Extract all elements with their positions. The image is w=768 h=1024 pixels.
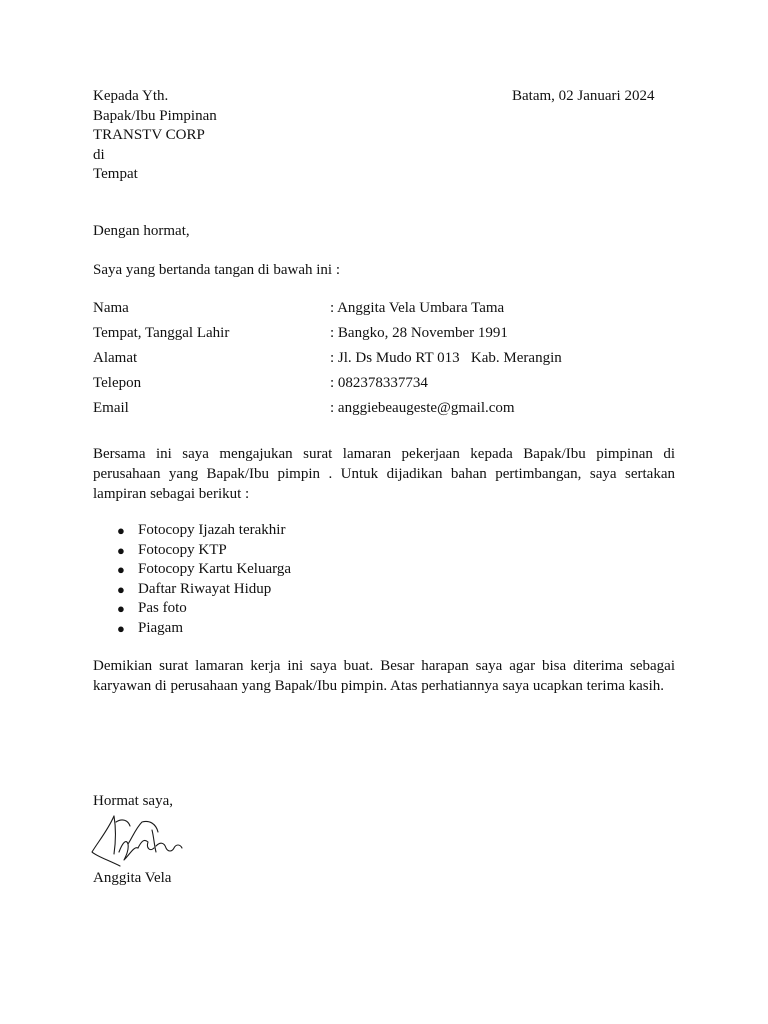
detail-value: : Anggita Vela Umbara Tama	[330, 300, 505, 316]
closing-paragraph: Demikian surat lamaran kerja ini saya buat. Besar harapan saya agar bisa diterima sebagai karyawan di perusahaan yang Bapak/Ibu pimpin. Atas perhatiannya saya ucapkan terima kasih.	[93, 658, 675, 694]
recipient-line: TRANSTV CORP	[93, 127, 205, 143]
recipient-line: di	[93, 146, 105, 163]
detail-label: Nama	[93, 300, 129, 316]
bullet-icon: ●	[117, 542, 125, 558]
attachment-label: Fotocopy KTP	[138, 541, 227, 558]
detail-label: Email	[93, 400, 129, 416]
detail-row-nama	[93, 298, 653, 323]
detail-value: : Jl. Ds Mudo RT 013 Kab. Merangin	[330, 350, 562, 366]
detail-label: Tempat, Tanggal Lahir	[93, 325, 230, 341]
attachment-label: Fotocopy Kartu Keluarga	[138, 561, 292, 578]
attachment-label: Piagam	[138, 619, 183, 636]
signer-name: Anggita Vela	[93, 870, 172, 886]
bullet-icon: ●	[117, 620, 125, 636]
body-paragraph: Bersama ini saya mengajukan surat lamaran pekerjaan kepada Bapak/Ibu pimpinan di perusahaan yang Bapak/Ibu pimpin . Untuk dijadikan bahan pertimbangan, saya sertakan lampiran sebagai berikut :	[93, 446, 675, 502]
recipient-line: Bapak/Ibu Pimpinan	[93, 107, 217, 124]
attachment-label: Fotocopy Ijazah terakhir	[138, 522, 286, 538]
detail-row-email	[93, 398, 653, 423]
signature-image	[86, 808, 186, 870]
detail-row-alamat	[93, 348, 653, 373]
recipient-line: Kepada Yth.	[93, 88, 169, 104]
detail-value: : Bangko, 28 November 1991	[330, 325, 508, 341]
attachment-label: Daftar Riwayat Hidup	[138, 580, 272, 597]
bullet-icon: ●	[117, 601, 125, 617]
place-date: Batam, 02 Januari 2024	[512, 88, 655, 104]
applicant-details	[93, 298, 653, 423]
salutation: Dengan hormat,	[93, 223, 190, 239]
closing-text: Hormat saya,	[93, 793, 173, 809]
bullet-icon: ●	[117, 581, 125, 597]
detail-row-telepon	[93, 373, 653, 398]
attachment-label: Pas foto	[138, 600, 187, 617]
detail-value: : anggiebeaugeste@gmail.com	[330, 400, 515, 416]
detail-label: Alamat	[93, 350, 138, 366]
detail-value: : 082378337734	[330, 375, 428, 391]
recipient-line: Tempat	[93, 166, 138, 182]
intro-text: Saya yang bertanda tangan di bawah ini :	[93, 262, 341, 278]
detail-label: Telepon	[93, 375, 142, 391]
detail-row-ttl	[93, 323, 653, 348]
bullet-icon: ●	[117, 562, 125, 578]
recipient-block	[93, 87, 217, 185]
bullet-icon: ●	[117, 523, 125, 538]
